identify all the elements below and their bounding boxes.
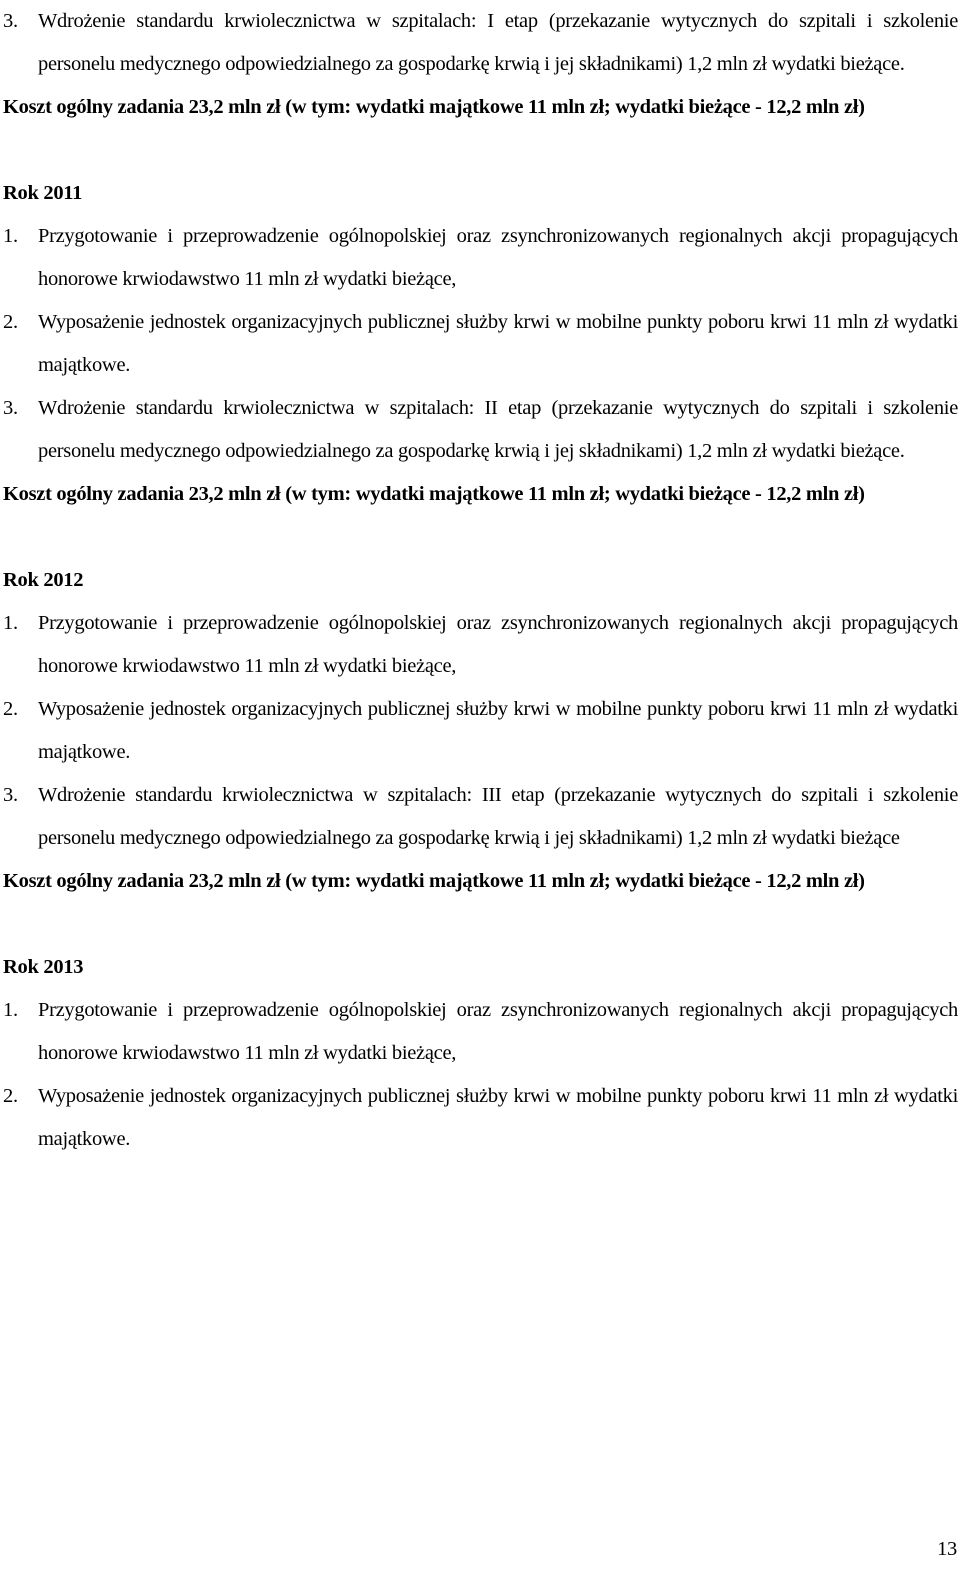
list-item <box>3 215 958 301</box>
list-item <box>3 602 958 688</box>
item-text: Wdrożenie standardu krwiolecznictwa w szpitalach: I etap (przekazanie wytycznych do szpitali i szkolenie personelu medycznego odpowiedzialnego za gospodarkę krwią i jej składnikami) 1,2 mln zł wydatki bieżące. <box>38 10 958 75</box>
item-text: Wyposażenie jednostek organizacyjnych publicznej służby krwi w mobilne punkty poboru krwi 11 mln zł wydatki majątkowe. <box>38 311 958 376</box>
item-number: 1. <box>3 612 18 634</box>
item-number: 2. <box>3 311 18 333</box>
item-number: 1. <box>3 225 18 247</box>
item-number: 3. <box>3 784 18 806</box>
item-number: 2. <box>3 698 18 720</box>
year-heading: Rok 2013 <box>3 956 84 978</box>
list-item <box>3 774 958 860</box>
item-text: Przygotowanie i przeprowadzenie ogólnopolskiej oraz zsynchronizowanych regionalnych akcji propagujących honorowe krwiodawstwo 11 mln zł wydatki bieżące, <box>38 999 958 1064</box>
item-text: Przygotowanie i przeprowadzenie ogólnopolskiej oraz zsynchronizowanych regionalnych akcji propagujących honorowe krwiodawstwo 11 mln zł wydatki bieżące, <box>38 612 958 677</box>
item-text: Przygotowanie i przeprowadzenie ogólnopolskiej oraz zsynchronizowanych regionalnych akcji propagujących honorowe krwiodawstwo 11 mln zł wydatki bieżące, <box>38 225 958 290</box>
year-heading: Rok 2012 <box>3 569 84 591</box>
total-cost: Koszt ogólny zadania 23,2 mln zł (w tym: wydatki majątkowe 11 mln zł; wydatki bieżące - 12,2 mln zł) <box>3 483 865 505</box>
total-cost: Koszt ogólny zadania 23,2 mln zł (w tym: wydatki majątkowe 11 mln zł; wydatki bieżące - 12,2 mln zł) <box>3 96 865 118</box>
year-heading: Rok 2011 <box>3 182 83 204</box>
item-number: 3. <box>3 397 18 419</box>
total-cost: Koszt ogólny zadania 23,2 mln zł (w tym: wydatki majątkowe 11 mln zł; wydatki bieżące - 12,2 mln zł) <box>3 870 865 892</box>
item-text: Wyposażenie jednostek organizacyjnych publicznej służby krwi w mobilne punkty poboru krwi 11 mln zł wydatki majątkowe. <box>38 698 958 763</box>
list-item <box>3 688 958 774</box>
item-number: 2. <box>3 1085 18 1107</box>
item-number: 1. <box>3 999 18 1021</box>
page-number: 13 <box>937 1538 957 1560</box>
list-item <box>3 301 958 387</box>
item-text: Wyposażenie jednostek organizacyjnych publicznej służby krwi w mobilne punkty poboru krwi 11 mln zł wydatki majątkowe. <box>38 1085 958 1150</box>
item-text: Wdrożenie standardu krwiolecznictwa w szpitalach: II etap (przekazanie wytycznych do szpitali i szkolenie personelu medycznego odpowiedzialnego za gospodarkę krwią i jej składnikami) 1,2 mln zł wydatki bieżące. <box>38 397 958 462</box>
item-number: 3. <box>3 10 18 32</box>
list-item <box>3 0 958 86</box>
item-text: Wdrożenie standardu krwiolecznictwa w szpitalach: III etap (przekazanie wytycznych do szpitali i szkolenie personelu medycznego odpowiedzialnego za gospodarkę krwią i jej składnikami) 1,2 mln zł wydatki bieżące <box>38 784 958 849</box>
list-item <box>3 989 958 1075</box>
list-item <box>3 387 958 473</box>
list-item <box>3 1075 958 1161</box>
